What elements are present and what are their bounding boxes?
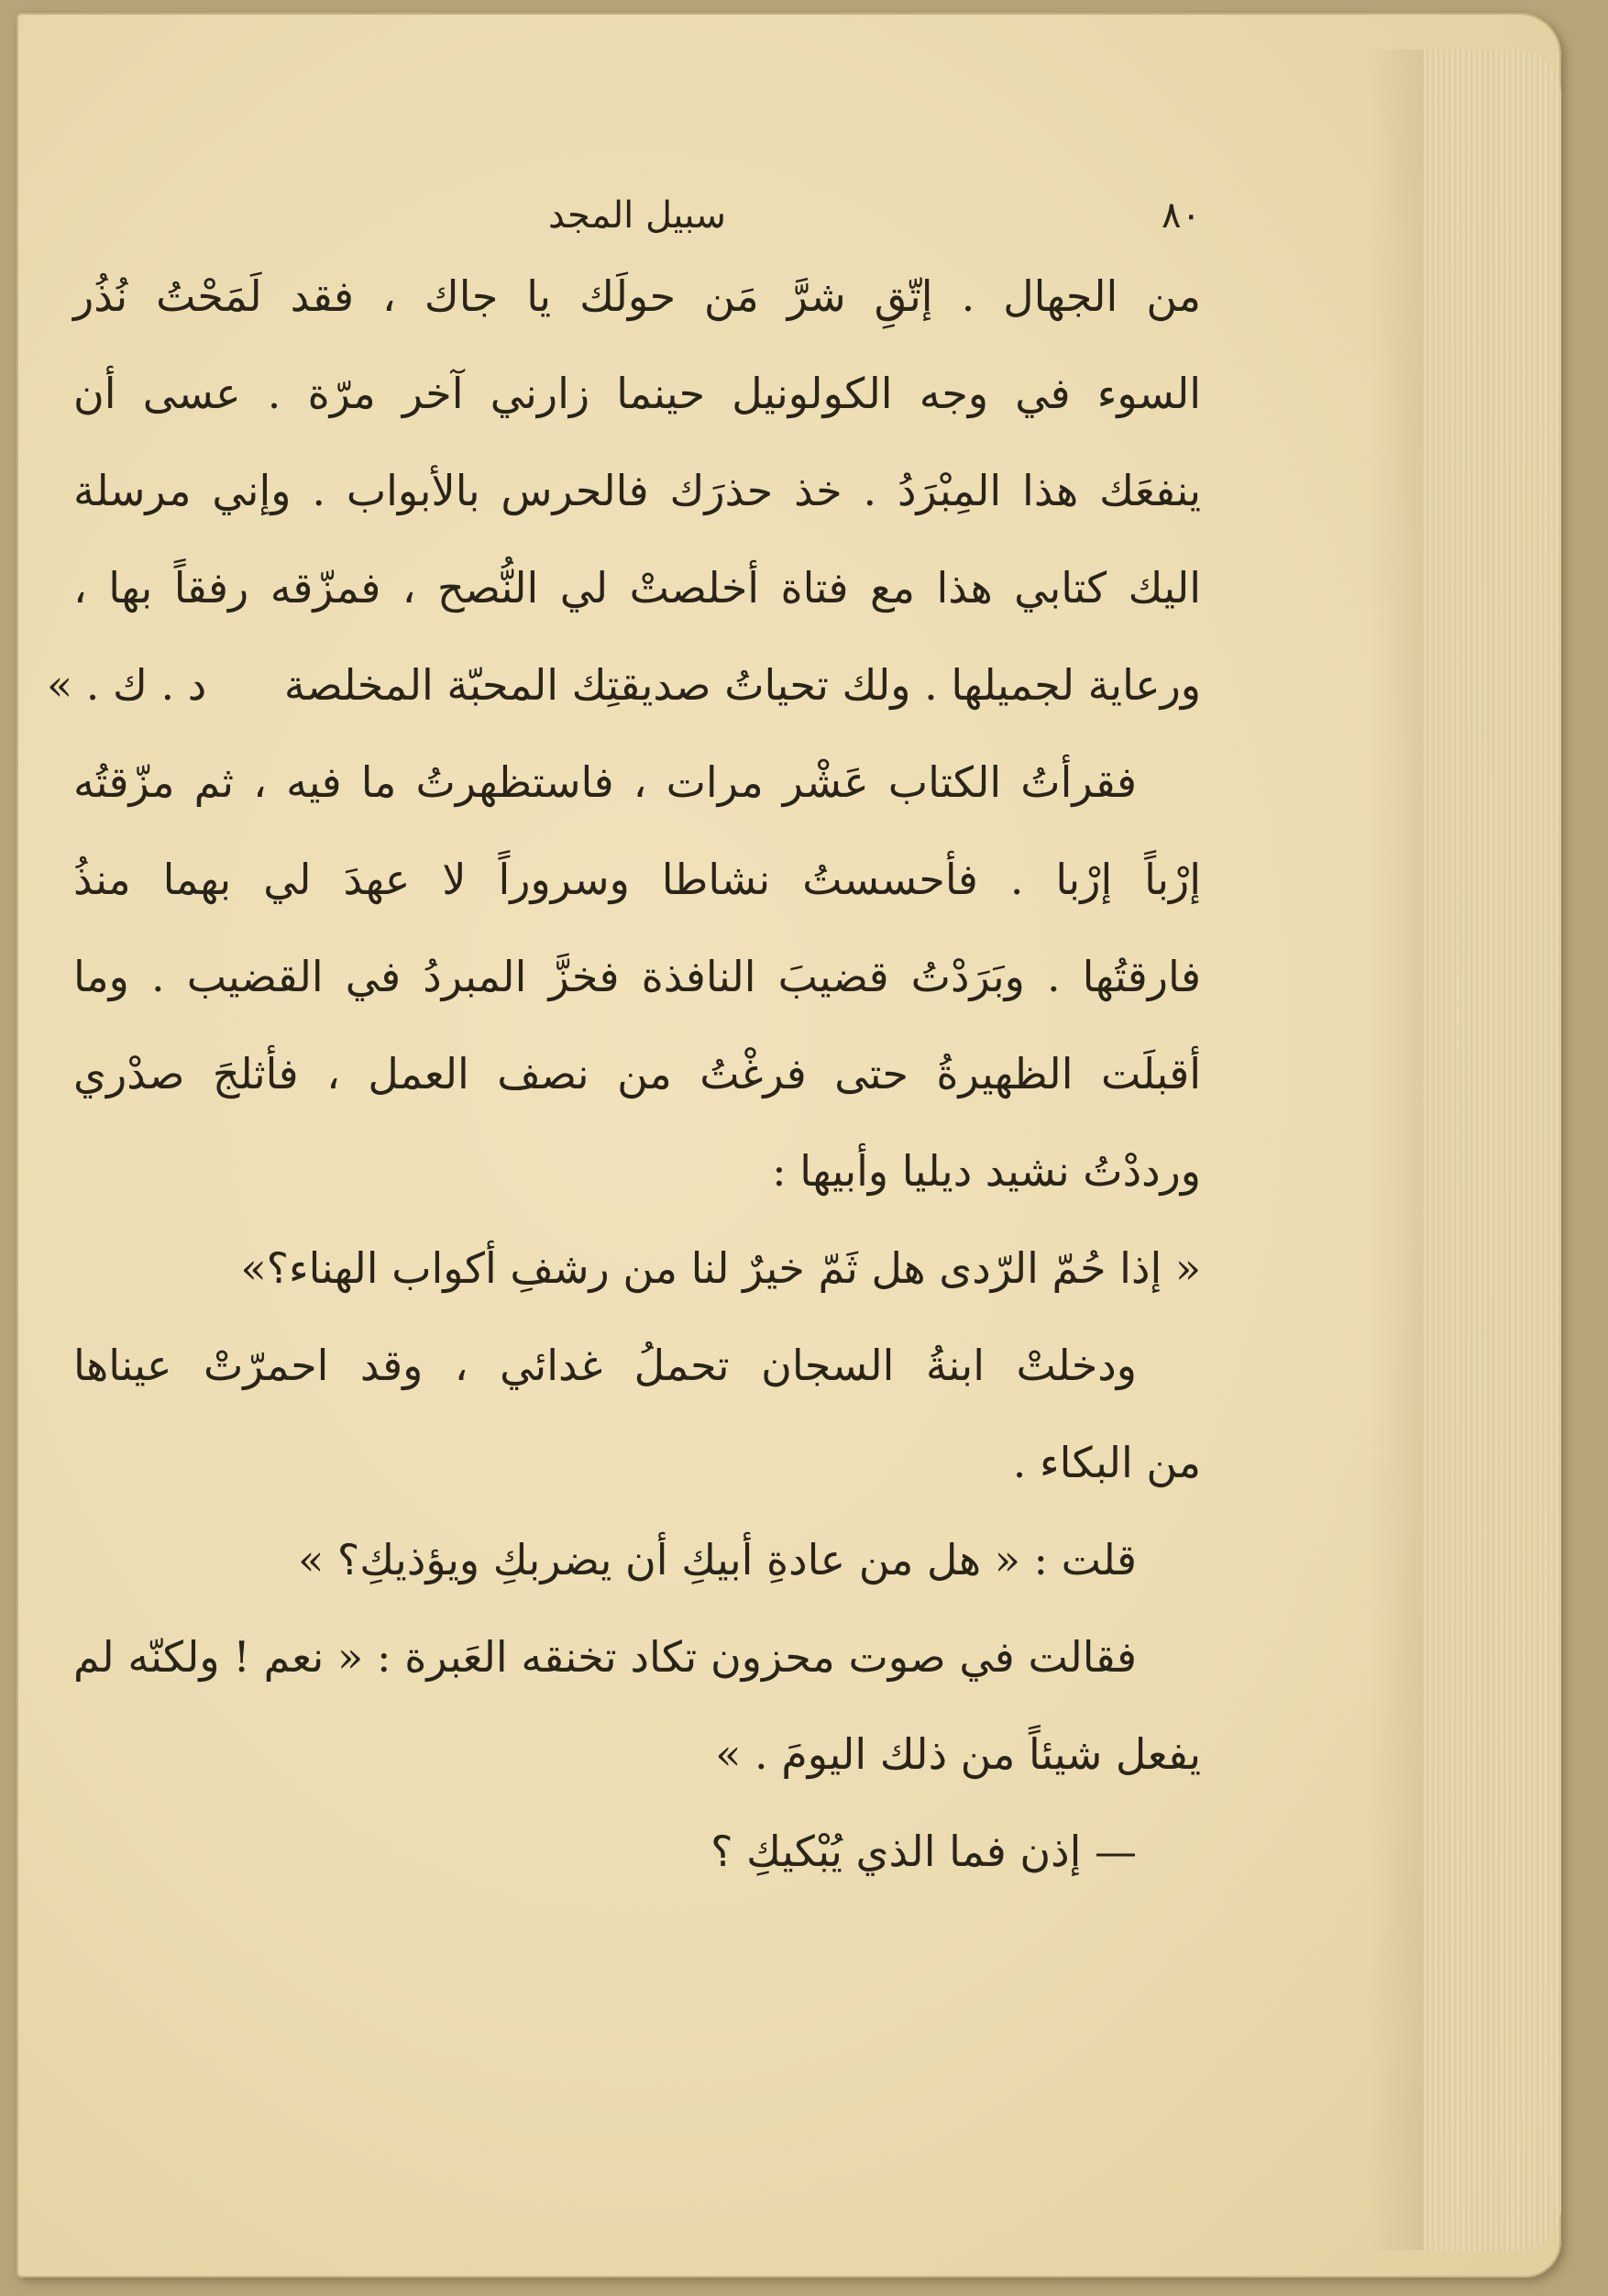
letter-signature: د . ك . » (47, 660, 207, 710)
text-line: السوء في وجه الكولونيل حينما زارني آخر مرّة . عسى أن (73, 369, 1201, 418)
text-line: إرْباً إرْبا . فأحسستُ نشاطا وسروراً لا عهدَ لي بهما منذُ (73, 855, 1201, 904)
verse-line: « إذا حُمّ الرّدى هل ثَمّ خيرٌ لنا من رشفِ أكواب الهناء؟» (240, 1243, 1201, 1293)
text-line: اليك كتابي هذا مع فتاة أخلصتْ لي النُّصح ، فمزّقه رفقاً بها ، (73, 563, 1201, 613)
text-line: يفعل شيئاً من ذلك اليومَ . » (715, 1729, 1201, 1779)
page-header (73, 183, 1201, 248)
text-line: فارقتُها . وبَرَدْتُ قضيبَ النافذة فخزَّ المبردُ في القضيب . وما (73, 952, 1201, 1001)
dialogue-line: قلت : « هل من عادةِ أبيكِ أن يضربكِ ويؤذيكِ؟ » (298, 1535, 1137, 1584)
dialogue-line: — إذن فما الذي يُبْكيكِ ؟ (710, 1827, 1137, 1876)
text-line: ورعاية لجميلها . ولك تحياتُ صديقتِك المحبّة المخلصة (283, 660, 1201, 710)
text-line: ودخلتْ ابنةُ السجان تحملُ غدائي ، وقد احمرّتْ عيناها (73, 1341, 1137, 1390)
page-text (47, 183, 1201, 1900)
fore-edge-shadow (1369, 50, 1424, 2250)
fore-edge (1424, 50, 1561, 2250)
text-line: أقبلَت الظهيرةُ حتى فرغْتُ من نصف العمل ، فأثلجَ صدْري (73, 1049, 1201, 1098)
dialogue-line: فقالت في صوت محزون تكاد تخنقه العَبرة : « نعم ! ولكنّه لم (73, 1632, 1137, 1682)
text-line: من الجهال . إتّقِ شرَّ مَن حولَك يا جاك ، فقد لَمَحْتُ نُذُر (73, 271, 1201, 321)
text-line-with-signature (47, 636, 1201, 734)
text-line: ينفعَك هذا المِبْرَدُ . خذ حذرَك فالحرس بالأبواب . وإني مرسلة (73, 466, 1201, 515)
running-title: سبيل المجد (548, 194, 726, 237)
text-line: ورددْتُ نشيد ديليا وأبيها : (772, 1146, 1201, 1196)
page-number: ٨٠ (1162, 194, 1201, 237)
text-line: من البكاء . (1012, 1438, 1201, 1487)
text-line: فقرأتُ الكتاب عَشْر مرات ، فاستظهرتُ ما فيه ، ثم مزّقتُه (73, 757, 1137, 807)
